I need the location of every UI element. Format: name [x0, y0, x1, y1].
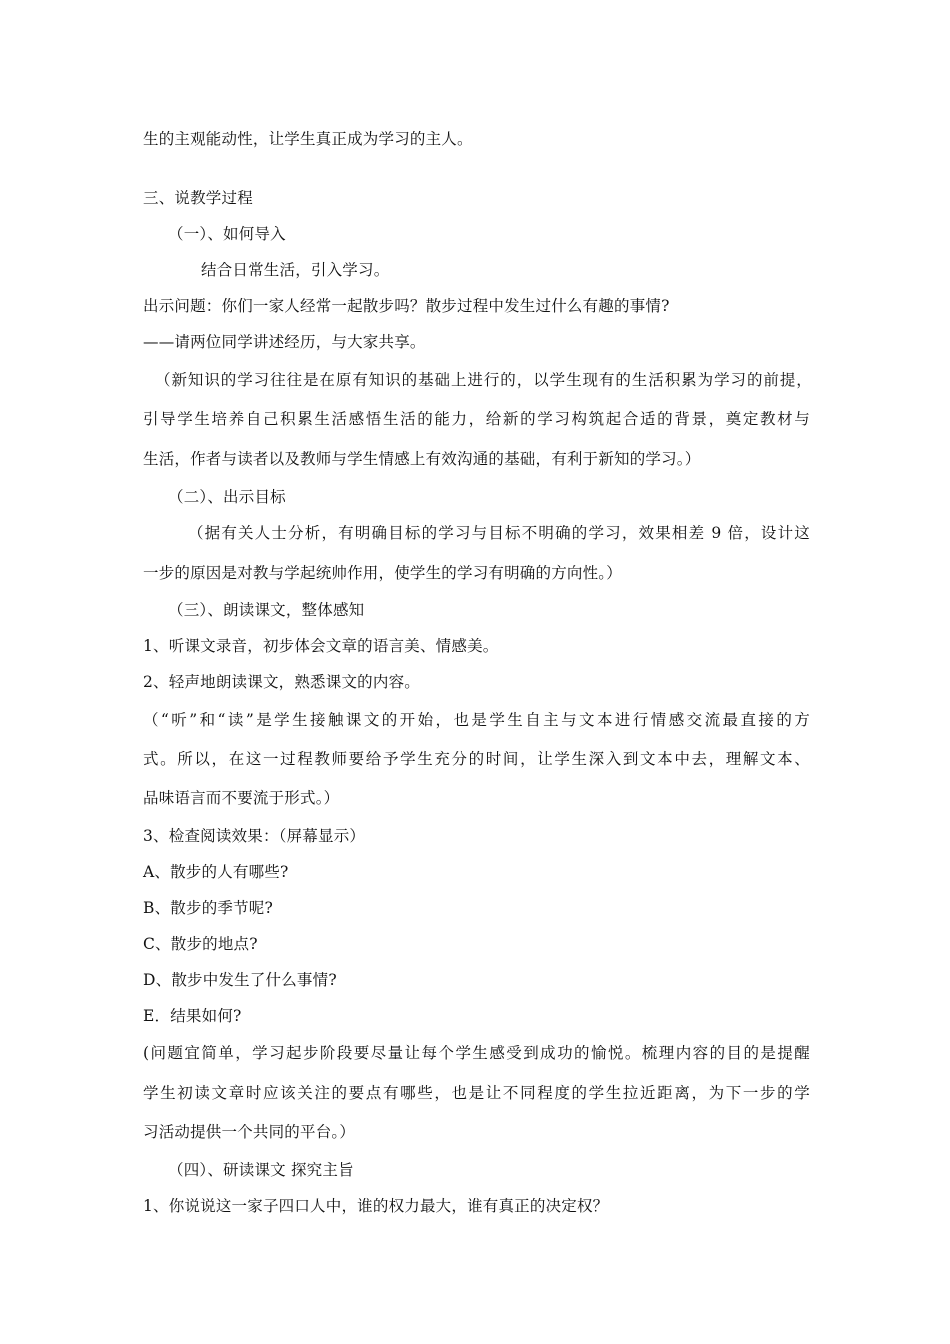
subsection-heading-1: （一）、如何导入 [168, 225, 286, 243]
text-line-25: (问题宜简单，学习起步阶段要尽量让每个学生感受到成功的愉悦。梳理内容的目的是提醒 [143, 1044, 810, 1062]
text-line-21: B、散步的季节呢? [143, 899, 274, 917]
text-line-29: 1、你说说这一家子四口人中，谁的权力最大，谁有真正的决定权？ [143, 1197, 609, 1215]
text-line-19: 3、检查阅读效果：（屏幕显示） [143, 827, 366, 845]
text-line-23: D、散步中发生了什么事情? [143, 971, 337, 989]
text-line-9: 生活，作者与读者以及教师与学生情感上有效沟通的基础，有利于新知的学习。） [143, 450, 701, 468]
text-line-14: 1、听课文录音，初步体会文章的语言美、情感美。 [143, 637, 499, 655]
subsection-heading-2: （二）、出示目标 [168, 488, 286, 506]
section-heading-3: 三、说教学过程 [143, 189, 253, 207]
text-line-8: 引导学生培养自己积累生活感悟生活的能力，给新的学习构筑起合适的背景，奠定教材与 [143, 410, 810, 428]
text-line-20: A、散步的人有哪些? [143, 863, 289, 881]
text-line-16: （“听”和“读”是学生接触课文的开始，也是学生自主与文本进行情感交流最直接的方 [143, 711, 810, 729]
text-line-4: 结合日常生活，引入学习。 [201, 261, 390, 279]
text-line-1: 生的主观能动性，让学生真正成为学习的主人。 [143, 130, 473, 148]
text-line-15: 2、轻声地朗读课文，熟悉课文的内容。 [143, 673, 420, 691]
text-line-17: 式。所以，在这一过程教师要给予学生充分的时间，让学生深入到文本中去，理解文本、 [143, 750, 810, 768]
text-line-11: （据有关人士分析，有明确目标的学习与目标不明确的学习，效果相差 9 倍，设计这 [188, 524, 810, 542]
text-line-26: 学生初读文章时应该关注的要点有哪些，也是让不同程度的学生拉近距离，为下一步的学 [143, 1084, 810, 1102]
text-line-5: 出示问题：你们一家人经常一起散步吗？散步过程中发生过什么有趣的事情? [143, 297, 670, 315]
subsection-heading-4: （四）、研读课文 探究主旨 [168, 1161, 354, 1179]
text-line-7: （新知识的学习往往是在原有知识的基础上进行的，以学生现有的生活积累为学习的前提， [155, 371, 812, 389]
text-line-18: 品味语言而不要流于形式。） [143, 789, 340, 807]
text-line-27: 习活动提供一个共同的平台。） [143, 1123, 356, 1141]
text-line-22: C、散步的地点? [143, 935, 258, 953]
subsection-heading-3: （三）、朗读课文，整体感知 [168, 601, 365, 619]
text-line-24: E．结果如何? [143, 1007, 242, 1025]
text-line-6: ——请两位同学讲述经历，与大家共享。 [143, 333, 426, 351]
text-line-12: 一步的原因是对教与学起统帅作用，使学生的学习有明确的方向性。） [143, 564, 622, 582]
